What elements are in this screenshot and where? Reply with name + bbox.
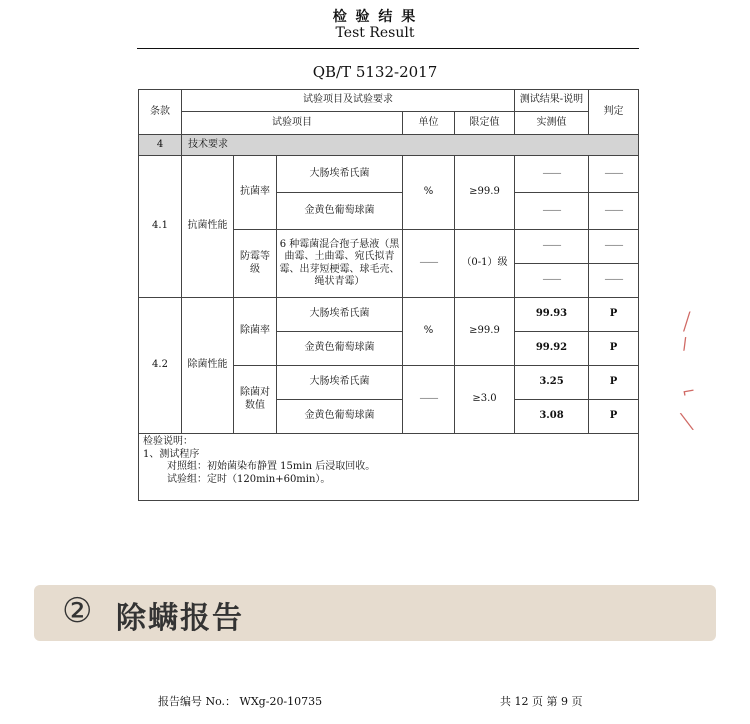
notes-row (139, 434, 639, 501)
mold-judge-2: —— (589, 264, 639, 298)
header-clause: 条款 (139, 90, 182, 135)
sterilization-limit: ≥99.9 (455, 298, 515, 366)
table-row (139, 298, 639, 332)
header-unit: 单位 (403, 112, 455, 135)
header-measured: 实测值 (515, 112, 589, 135)
notes-control: 对照组：初始菌染布静置 15min 后浸取回收。 (167, 461, 376, 472)
antibacterial-limit: ≥99.9 (455, 156, 515, 230)
mold-value-2: —— (515, 264, 589, 298)
stamp-mark-icon: ╲ (680, 411, 694, 432)
test-result-table (138, 89, 639, 501)
header-row-2 (139, 112, 639, 135)
table-row (139, 156, 639, 193)
sterilization-ecoli: 大肠埃希氏菌 (277, 298, 403, 332)
antibacterial-unit: % (403, 156, 455, 230)
sterilization-rate-label: 除菌率 (234, 298, 277, 366)
sterilization-name: 除菌性能 (182, 298, 234, 434)
antibacterial-saureus: 金黄色葡萄球菌 (277, 193, 403, 230)
stamp-mark-icon: ∕ (680, 333, 689, 354)
section-no: 4 (139, 135, 182, 156)
sterilization-unit: % (403, 298, 455, 366)
report-number: 报告编号 No.： WXg-20-10735 (158, 695, 323, 708)
log-saureus: 金黄色葡萄球菌 (277, 400, 403, 434)
header-limit: 限定值 (455, 112, 515, 135)
sterilization-ecoli-judge: P (589, 298, 639, 332)
log-ecoli: 大肠埃希氏菌 (277, 366, 403, 400)
sterilization-saureus-value: 99.92 (515, 332, 589, 366)
antibacterial-rate-label: 抗菌率 (234, 156, 277, 230)
notes-test: 试验组：定时（120min+60min）。 (167, 473, 331, 485)
log-ecoli-judge: P (589, 366, 639, 400)
standard-code: QB/T 5132-2017 (312, 63, 438, 81)
mold-value-1: —— (515, 230, 589, 264)
log-ecoli-value: 3.25 (515, 366, 589, 400)
clause-4-2: 4.2 (139, 298, 182, 434)
header-items-req: 试验项目及试验要求 (182, 90, 515, 112)
log-saureus-value: 3.08 (515, 400, 589, 434)
stamp-mark-icon: ⌐ (680, 380, 697, 403)
log-limit: ≥3.0 (455, 366, 515, 434)
section-name: 技术要求 (182, 135, 639, 156)
antibacterial-ecoli-judge: —— (589, 156, 639, 193)
banner-number: ② (62, 591, 93, 631)
report-title-cn: 检 验 结 果 (332, 9, 418, 25)
antibacterial-ecoli-value: —— (515, 156, 589, 193)
mold-limit: （0-1）级 (455, 230, 515, 298)
log-label: 除菌对数值 (234, 366, 277, 434)
mold-spores: 6 种霉菌混合孢子悬液（黑曲霉、土曲霉、宛氏拟青霉、出芽短梗霉、球毛壳、绳状青霉） (277, 230, 403, 298)
section-row (139, 135, 639, 156)
antibacterial-name: 抗菌性能 (182, 156, 234, 298)
sterilization-saureus: 金黄色葡萄球菌 (277, 332, 403, 366)
section-banner (34, 585, 716, 641)
header-row-1 (139, 90, 639, 112)
sterilization-ecoli-value: 99.93 (515, 298, 589, 332)
report-title-en: Test Result (335, 25, 415, 41)
antibacterial-saureus-value: —— (515, 193, 589, 230)
log-saureus-judge: P (589, 400, 639, 434)
notes-procedure: 1、测试程序 (143, 448, 200, 460)
header-rule (137, 48, 639, 49)
notes-title: 检验说明： (143, 436, 193, 447)
mold-label: 防霉等级 (234, 230, 277, 298)
stamp-mark-icon: ╱ (680, 311, 694, 332)
clause-4-1: 4.1 (139, 156, 182, 298)
antibacterial-ecoli: 大肠埃希氏菌 (277, 156, 403, 193)
banner-title: 除螨报告 (116, 601, 244, 636)
mold-judge-1: —— (589, 230, 639, 264)
header-result-note: 测试结果-说明 (515, 90, 589, 112)
mold-unit: —— (403, 230, 455, 298)
log-unit: —— (403, 366, 455, 434)
header-item: 试验项目 (182, 112, 403, 135)
antibacterial-saureus-judge: —— (589, 193, 639, 230)
header-judgement: 判定 (589, 90, 639, 135)
sterilization-saureus-judge: P (589, 332, 639, 366)
test-notes (139, 434, 639, 501)
page-indicator: 共 12 页 第 9 页 (500, 695, 583, 708)
